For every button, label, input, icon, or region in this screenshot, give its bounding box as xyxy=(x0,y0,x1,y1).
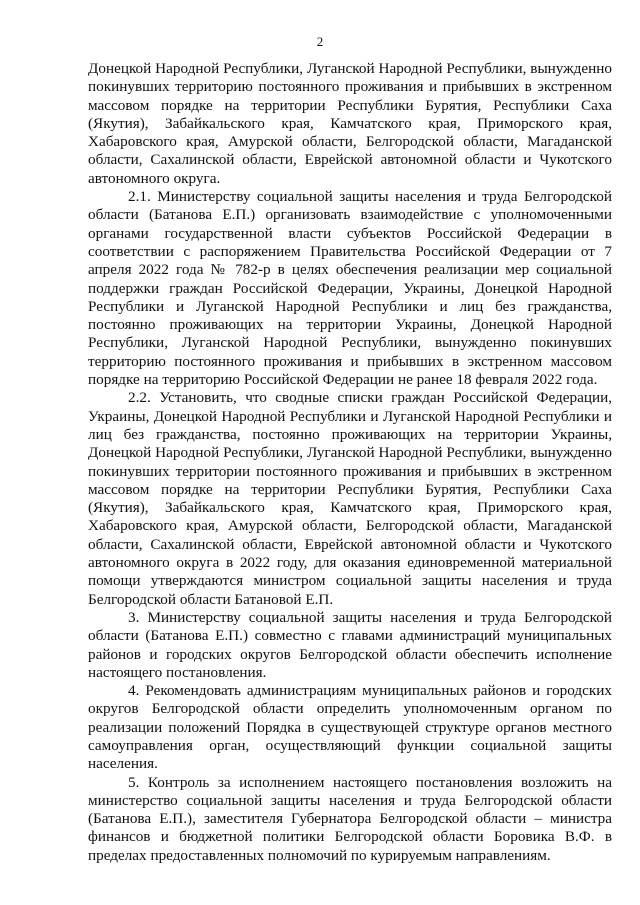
paragraph-5: 5. Контроль за исполнением настоящего постановления возложить на министерство социальной защиты населения и труда Белгородской области (Батанова Е.П.), заместителя Губернатора Белгородской области – министра финансов и бюджетной политики Белгородской области Боровика В.Ф. в пределах предоставленных полномочий по курируемым направлениям. xyxy=(88,773,612,864)
paragraph-3: 3. Министерству социальной защиты населения и труда Белгородской области (Батанова Е.П.) совместно с главами администраций муниципальных районов и городских округов Белгородской области обеспечить исполнение настоящего постановления. xyxy=(88,608,612,681)
paragraph-4: 4. Рекомендовать администрациям муниципальных районов и городских округов Белгородской области определить уполномоченным органом по реализации положений Порядка в существующей структуре органов местного самоуправления орган, осуществляющий функции социальной защиты населения. xyxy=(88,682,612,773)
document-body xyxy=(88,60,612,865)
paragraph-2-1: 2.1. Министерству социальной защиты населения и труда Белгородской области (Батанова Е.П.) организовать взаимодействие с уполномоченными органами государственной власти субъектов Российской Федерации в соответствии с распоряжением Правительства Российской Федерации от 7 апреля 2022 года № 782-р в целях обеспечения реализации мер социальной поддержки граждан Российской Федерации, Украины, Донецкой Народной Республики и Луганской Народной Республики и лиц без гражданства, постоянно проживающих на территории Украины, Донецкой Народной Республики, Луганской Народной Республики, вынужденно покинувших территорию постоянного проживания и прибывших в экстренном массовом порядке на территорию Российской Федерации не ранее 18 февраля 2022 года. xyxy=(88,188,612,389)
paragraph-continuation: Донецкой Народной Республики, Луганской Народной Республики, вынужденно покинувших территорию постоянного проживания и прибывших в экстренном массовом порядке на территории Республики Бурятия, Республики Саха (Якутия), Забайкальского края, Камчатского края, Приморского края, Хабаровского края, Амурской области, Белгородской области, Магаданской области, Сахалинской области, Еврейской автономной области и Чукотского автономного округа. xyxy=(88,60,612,187)
page-number: 2 xyxy=(316,34,324,49)
paragraph-2-2: 2.2. Установить, что сводные списки граждан Российской Федерации, Украины, Донецкой Народной Республики и Луганской Народной Республики и лиц без гражданства, постоянно проживающих на территории Украины, Донецкой Народной Республики, Луганской Народной Республики, вынужденно покинувших территории постоянного проживания и прибывших в экстренном массовом порядке на территории Республики Бурятия, Республики Саха (Якутия), Забайкальского края, Камчатского края, Приморского края, Хабаровского края, Амурской области, Белгородской области, Магаданской области, Сахалинской области, Еврейской автономной области и Чукотского автономного округа в 2022 году, для оказания единовременной материальной помощи утверждаются министром социальной защиты населения и труда Белгородской области Батановой Е.П. xyxy=(88,389,612,608)
